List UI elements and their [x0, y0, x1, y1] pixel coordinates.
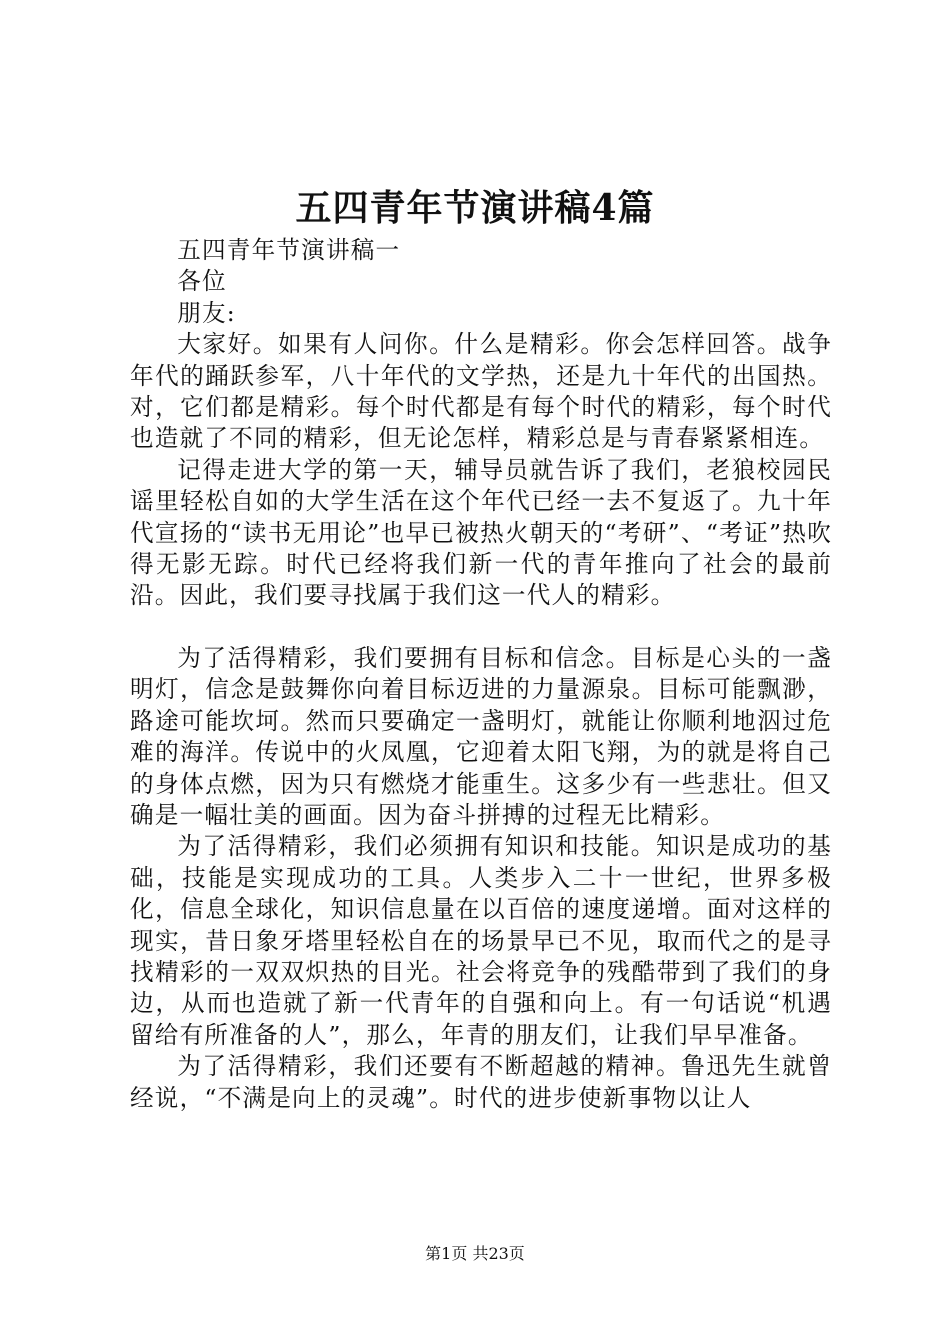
salutation-line: 朋友: [177, 298, 236, 327]
body-paragraph: 为了活得精彩，我们必须拥有知识和技能。知识是成功的基础，技能是实现成功的工具。人类步入二十一世纪，世界多极化，信息全球化，知识信息量在以百倍的速度递增。面对这样的现实，昔日象牙塔里轻松自在的场景早已不见，取而代之的是寻找精彩的一双双炽热的目光。社会将竞争的残酷带到了我们的身边，从而也造就了新一代青年的自强和向上。有一句话说“机遇留给有所准备的人”，那么，年青的朋友们，让我们早早准备。 [130, 832, 832, 1049]
salutation-line: 各位 [177, 267, 227, 296]
document-title: 五四青年节演讲稿4篇 [295, 187, 655, 229]
speech-heading: 五四青年节演讲稿一 [177, 236, 401, 264]
document-body [130, 235, 832, 1114]
body-paragraph: 记得走进大学的第一天，辅导员就告诉了我们，老狼校园民谣里轻松自如的大学生活在这个年代已经一去不复返了。九十年代宣扬的“读书无用论”也早已被热火朝天的“考研”、“考证”热吹得无影无踪。时代已经将我们新一代的青年推向了社会的最前沿。因此，我们要寻找属于我们这一代人的精彩。 [130, 455, 832, 610]
body-paragraph: 为了活得精彩，我们要拥有目标和信念。目标是心头的一盏明灯，信念是鼓舞你向着目标迈进的力量源泉。目标可能飘渺，路途可能坎坷。然而只要确定一盏明灯，就能让你顺利地泅过危难的海洋。传说中的火凤凰，它迎着太阳飞翔，为的就是将自己的身体点燃，因为只有燃烧才能重生。这多少有一些悲壮。但又确是一幅壮美的画面。因为奋斗拼搏的过程无比精彩。 [130, 643, 832, 829]
body-paragraph: 大家好。如果有人问你。什么是精彩。你会怎样回答。战争年代的踊跃参军，八十年代的文学热，还是九十年代的出国热。对，它们都是精彩。每个时代都是有每个时代的精彩，每个时代也造就了不同的精彩，但无论怎样，精彩总是与青春紧紧相连。 [130, 330, 832, 453]
body-paragraph: 为了活得精彩，我们还要有不断超越的精神。鲁迅先生就曾经说，“不满是向上的灵魂”。时代的进步使新事物以让人 [130, 1052, 832, 1112]
page-number-footer: 第1页 共23页 [425, 1244, 525, 1263]
